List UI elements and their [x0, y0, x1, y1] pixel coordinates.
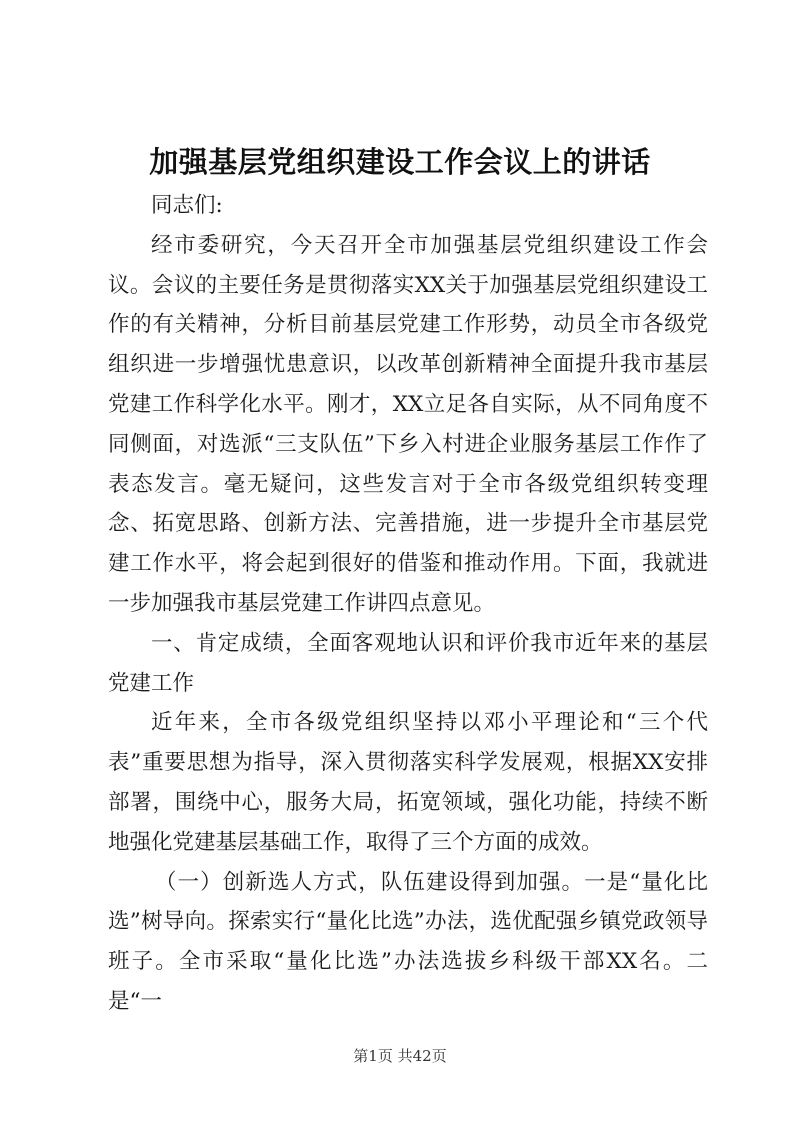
intro-paragraph: 经市委研究，今天召开全市加强基层党组织建设工作会议。会议的主要任务是贯彻落实XX关于加强基层党组织建设工作的有关精神，分析目前基层党建工作形势，动员全市各级党组织进一步增强忧患意识，以改革创新精神全面提升我市基层党建工作科学化水平。刚才，XX立足各自实际，从不同角度不同侧面，对选派“三支队伍”下乡入村进企业服务基层工作作了表态发言。毫无疑问，这些发言对于全市各级党组织转变理念、拓宽思路、创新方法、完善措施，进一步提升全市基层党建工作水平，将会起到很好的借鉴和推动作用。下面，我就进一步加强我市基层党建工作讲四点意见。	[108, 232, 708, 616]
page-footer: 第1页 共42页	[353, 1047, 447, 1065]
section-heading: 一、肯定成绩，全面客观地认识和评价我市近年来的基层党建工作	[108, 630, 708, 696]
document-body	[108, 186, 708, 1022]
achievements-paragraph: 近年来，全市各级党组织坚持以邓小平理论和“三个代表”重要思想为指导，深入贯彻落实科学发展观，根据XX安排部署，围绕中心，服务大局，拓宽领域，强化功能，持续不断地强化党建基层基础工作，取得了三个方面的成效。	[108, 710, 708, 855]
document-title: 加强基层党组织建设工作会议上的讲话	[149, 145, 651, 179]
salutation-paragraph: 同志们:	[151, 193, 223, 218]
subsection-paragraph: （一）创新选人方式，队伍建设得到加强。一是“量化比选”树导向。探索实行“量化比选”办法，选优配强乡镇党政领导班子。全市采取“量化比选”办法选拔乡科级干部XX名。二是“一	[108, 869, 708, 1014]
